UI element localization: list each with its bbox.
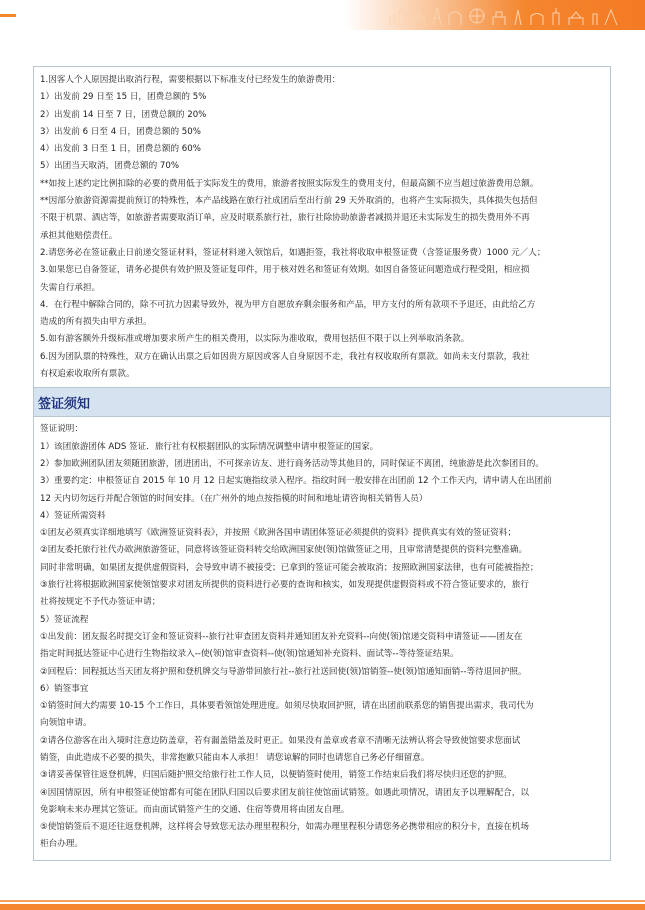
text-line: 社将按规定不予代办签证申请； xyxy=(40,597,161,608)
text-line: 6.因为团队票的特殊性，双方在确认出票之后如因贵方原因或客人自身原因不走，我社有权收取所有票款。如尚未支付票款，我社 xyxy=(40,351,530,362)
footer-bar xyxy=(0,904,645,910)
text-line: 柜台办理。 xyxy=(40,839,83,850)
text-line: 免影响未来办理其它签证。而由面试销签产生的交通、住宿等费用将由团友自理。 xyxy=(40,804,350,815)
skyline-icon xyxy=(385,4,625,26)
text-line: 3.如果您已自备签证，请务必提供有效护照及签证复印件，用于核对姓名和签证有效期。如因自备签证问题造成行程受阻，相应损 xyxy=(40,265,530,276)
text-line: 2）参加欧洲团队团友须随团旅游，团进团出，不可探亲访友、进行商务活动等其他目的，同时保证不离团，纯旅游是此次参团目的。 xyxy=(40,458,544,469)
text-line: **如按上述约定比例扣除的必要的费用低于实际发生的费用，旅游者按照实际发生的费用支付，但最高额不应当超过旅游费用总额。 xyxy=(40,178,539,189)
text-line: 承担其他赔偿责任。 xyxy=(40,230,118,241)
text-line: 不限于机票、酒店等，如旅游者需要取消订单，应及时联系旅行社，旅行社除协助旅游者减损并退还未实际发生的损失费用外不再 xyxy=(40,213,530,224)
text-line: 5）签证流程 xyxy=(40,614,89,625)
text-line: 5.如有游客额外升级标准或增加要求所产生的相关费用，以实际为准收取，费用包括但不限于以上列举取消条款。 xyxy=(40,334,470,345)
text-line: 2）出发前 14 日至 7 日，团费总额的 20% xyxy=(40,109,207,120)
visa-heading: 签证须知 xyxy=(38,396,91,412)
footer-line xyxy=(0,900,645,902)
text-line: 4）签证所需资料 xyxy=(40,510,106,521)
text-line: 向领馆申请。 xyxy=(40,718,92,729)
text-line: ①出发前：团友报名时提交订金和签证资料--旅行社审查团友资料并通知团友补充资料--向使(领)馆递交资料申请签证——团友在 xyxy=(40,631,523,642)
text-line: 同时非常明确，如果团友提供虚假资料，会导致申请不被接受；已拿到的签证可能会被取消；按照欧洲国家法律，也有可能被指控； xyxy=(40,562,539,573)
visa-notes xyxy=(34,417,610,859)
text-line: 4．在行程中解除合同的，除不可抗力因素导致外，视为甲方自愿放弃剩余服务和产品，甲方支付的所有款项不予退还，由此给乙方 xyxy=(40,299,536,310)
text-line: ⑤使馆销签后不退还往返登机牌，这样将会导致您无法办理里程积分，如需办理里程积分请您务必携带相应的积分卡，直接在机场 xyxy=(40,822,529,833)
text-line: 6）销签事宜 xyxy=(40,683,89,694)
text-line: 1.因客人个人原因提出取消行程，需要根据以下标准支付已经发生的旅游费用： xyxy=(40,75,341,85)
text-line: 1）出发前 29 日至 15 日，团费总额的 5% xyxy=(40,92,207,103)
text-line: 12 天内切勿远行并配合领馆的时间安排。（在广州外的地点按指模的时间和地址请咨询相关销售人员） xyxy=(40,493,428,504)
text-line: ④因国情原因，所有申根签证使馆都有可能在团队归国以后要求团友前往使馆面试销签。如遇此项情况，请团友予以理解配合，以 xyxy=(40,787,529,798)
text-line: 1）该团旅游团体 ADS 签证．旅行社有权根据团队的实际情况调整申请申根签证的国家。 xyxy=(40,441,379,452)
text-line: ②请各位游客在出入境时注意边防盖章，若有漏盖错盖及时更正。如果没有盖章或者章不清晰无法辨认将会导致使馆要求您面试 xyxy=(40,735,521,746)
text-line: 3）重要约定：申根签证自 2015 年 10 月 12 日起实施指纹录入程序。指纹时间一般安排在出团前 12 个工作天内，请申请人在出团前 xyxy=(40,476,552,487)
content-frame xyxy=(33,66,611,861)
text-line: 指定时间抵达签证中心进行生物指纹录入--使(领)馆审查资料--使(领)馆通知补充资料、面试等--等待签证结果。 xyxy=(40,649,459,660)
header-accent xyxy=(0,14,16,17)
text-line: 签证说明： xyxy=(40,424,83,435)
text-line: ③旅行社将根据欧洲国家使领馆要求对团友所提供的资料进行必要的查询和核实，如发现提供虚假资料或不符合签证要求的，旅行 xyxy=(40,580,529,591)
text-line: **因部分旅游资源需提前预订的特殊性，本产品线路在旅行社成团后至出行前 29 天外取消的，也将产生实际损失，具体损失包括但 xyxy=(40,196,538,207)
text-line: ①团友必须真实详细地填写《欧洲签证资料表》，并按照《欧洲各国申请团体签证必须提供的资料》提供真实有效的签证资料； xyxy=(40,528,517,539)
text-line: ②团友委托旅行社代办欧洲旅游签证，同意将该签证资料转交给欧洲国家使(领)馆做签证之用，且审常清楚提供的资料完整准确。 xyxy=(40,545,528,556)
text-line: 造成的所有损失由甲方承担。 xyxy=(40,317,152,328)
visa-heading-bar xyxy=(34,387,610,417)
text-line: 3）出发前 6 日至 4 日，团费总额的 50% xyxy=(40,126,201,137)
header-banner xyxy=(0,0,645,30)
text-line: 4）出发前 3 日至 1 日，团费总额的 60% xyxy=(40,144,201,155)
text-line: 销签，由此造成不必要的损失，非常抱歉只能由本人承担！ 请您谅解的同时也请您自己务必仔细留意。 xyxy=(40,752,430,763)
text-line: 2.请您务必在签证截止日前递交签证材料，签证材料递入领馆后，如遇拒签，我社将收取申根签证费（含签证服务费）1000 元／人； xyxy=(40,247,546,258)
text-line: 失需自行承担。 xyxy=(40,282,101,293)
text-line: ②回程后：回程抵达当天团友将护照和登机牌交与导游带回旅行社--旅行社送回使(领)馆销签--使(领)馆通知面销--等待退回护照。 xyxy=(40,666,527,677)
text-line: ①销签时间大约需要 10-15 个工作日，具体要看领馆处理进度。如须尽快取回护照，请在出团前联系您的销售提出需求，我司代为 xyxy=(40,701,534,712)
text-line: 有权追索收取所有票款。 xyxy=(40,369,135,380)
cancellation-terms xyxy=(34,67,610,387)
text-line: 5）出团当天取消，团费总额的 70% xyxy=(40,161,180,172)
text-line: ③请妥善保管往返登机牌，归国后随护照交给旅行社工作人员，以便销签时使用，销签工作结束后我们将尽快归还您的护照。 xyxy=(40,770,512,781)
